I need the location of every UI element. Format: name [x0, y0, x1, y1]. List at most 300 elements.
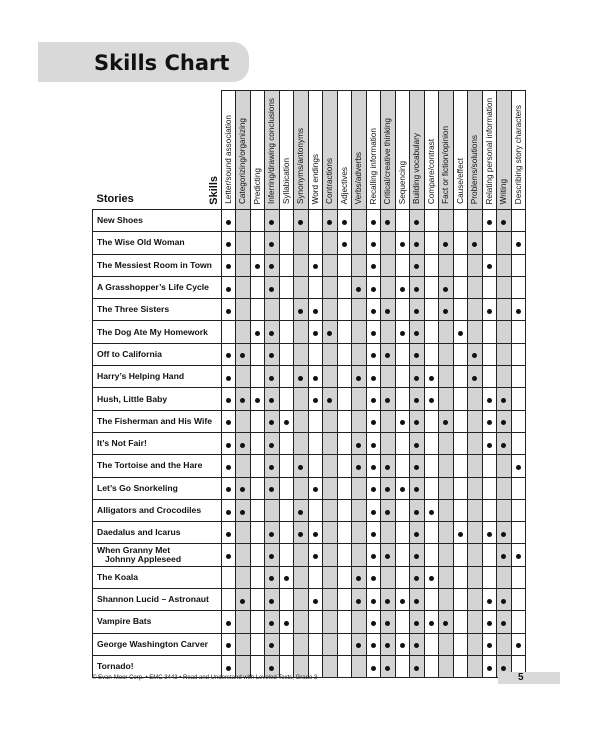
skill-cell [308, 299, 323, 321]
story-title: The Wise Old Woman [93, 232, 222, 254]
skill-header [482, 91, 497, 210]
skill-cell [439, 276, 454, 298]
skill-label: Describing story characters [513, 104, 523, 204]
skill-cell [468, 522, 483, 544]
bullet-mark [371, 242, 376, 247]
skill-cell [410, 232, 425, 254]
skill-cell [221, 410, 236, 432]
bullet-mark [501, 621, 506, 626]
skill-cell [381, 477, 396, 499]
skill-cell [424, 366, 439, 388]
skill-cell [453, 633, 468, 655]
skill-label: Fact or fiction/opinion [441, 126, 451, 204]
skill-cell [250, 633, 265, 655]
bullet-mark [356, 465, 361, 470]
skill-cell [453, 388, 468, 410]
skill-cell [381, 343, 396, 365]
skill-cell [323, 566, 338, 588]
skill-cell [294, 477, 309, 499]
skill-header [221, 91, 236, 210]
skill-cell [250, 589, 265, 611]
bullet-mark [269, 398, 274, 403]
skill-cell [439, 343, 454, 365]
skill-cell [236, 254, 251, 276]
skill-cell [308, 477, 323, 499]
skill-cell [250, 388, 265, 410]
bullet-mark [414, 242, 419, 247]
title-banner [38, 42, 249, 82]
skill-cell [337, 232, 352, 254]
skill-cell [468, 232, 483, 254]
skill-cell [381, 366, 396, 388]
bullet-mark [226, 420, 231, 425]
bullet-mark [487, 443, 492, 448]
bullet-mark [298, 309, 303, 314]
bullet-mark [226, 643, 231, 648]
bullet-mark [371, 554, 376, 559]
bullet-mark [269, 666, 274, 671]
skill-cell [482, 655, 497, 677]
bullet-mark [226, 242, 231, 247]
skill-cell [410, 455, 425, 477]
skill-cell [511, 276, 526, 298]
bullet-mark [414, 599, 419, 604]
bullet-mark [501, 420, 506, 425]
bullet-mark [400, 487, 405, 492]
skill-cell [511, 455, 526, 477]
story-title: Daedalus and Icarus [93, 522, 222, 544]
skill-cell [308, 544, 323, 566]
skill-cell [482, 633, 497, 655]
skill-cell [279, 589, 294, 611]
skill-cell [366, 544, 381, 566]
skill-cell [410, 410, 425, 432]
skill-cell [511, 432, 526, 454]
skill-cell [337, 410, 352, 432]
skill-cell [395, 455, 410, 477]
skill-cell [439, 410, 454, 432]
skill-cell [250, 477, 265, 499]
skill-cell [482, 210, 497, 232]
bullet-mark [371, 376, 376, 381]
skill-cell [323, 388, 338, 410]
skill-cell [366, 455, 381, 477]
skill-cell [279, 299, 294, 321]
skill-cell [250, 321, 265, 343]
skills-table [92, 90, 526, 678]
skill-cell [352, 210, 367, 232]
bullet-mark [269, 287, 274, 292]
bullet-mark [385, 353, 390, 358]
bullet-mark [385, 599, 390, 604]
skill-cell [323, 544, 338, 566]
skill-cell [453, 254, 468, 276]
skill-cell [265, 566, 280, 588]
skill-cell [294, 254, 309, 276]
skill-cell [250, 432, 265, 454]
bullet-mark [226, 554, 231, 559]
skill-cell [337, 589, 352, 611]
skill-label: Adjectives [339, 166, 349, 204]
bullet-mark [313, 599, 318, 604]
skill-cell [482, 477, 497, 499]
skill-label: Verbs/adverbs [354, 151, 364, 204]
skill-cell [279, 254, 294, 276]
skill-cell [265, 388, 280, 410]
skill-cell [497, 589, 512, 611]
skill-cell [250, 499, 265, 521]
skill-cell [221, 522, 236, 544]
skill-cell [221, 321, 236, 343]
bullet-mark [327, 398, 332, 403]
skill-cell [497, 432, 512, 454]
bullet-mark [385, 487, 390, 492]
skill-cell [511, 522, 526, 544]
skill-cell [352, 276, 367, 298]
bullet-mark [240, 487, 245, 492]
skill-cell [410, 321, 425, 343]
bullet-mark [429, 398, 434, 403]
skill-cell [439, 321, 454, 343]
skill-cell [279, 410, 294, 432]
skill-cell [381, 655, 396, 677]
skill-cell [236, 522, 251, 544]
bullet-mark [313, 487, 318, 492]
skill-cell [381, 232, 396, 254]
skill-cell [366, 232, 381, 254]
table-row [93, 232, 526, 254]
stories-label: Stories [96, 193, 134, 205]
skill-cell [279, 633, 294, 655]
skill-cell [221, 388, 236, 410]
bullet-mark [226, 376, 231, 381]
bullet-mark [226, 666, 231, 671]
skill-cell [265, 455, 280, 477]
skill-cell [279, 276, 294, 298]
skill-cell [279, 432, 294, 454]
skill-cell [468, 210, 483, 232]
skill-cell [482, 589, 497, 611]
skill-cell [366, 499, 381, 521]
bullet-mark [501, 398, 506, 403]
bullet-mark [269, 643, 274, 648]
skill-cell [381, 254, 396, 276]
skill-cell [352, 477, 367, 499]
skill-cell [439, 499, 454, 521]
skill-cell [439, 232, 454, 254]
story-title: Tornado! [93, 655, 222, 677]
skill-cell [236, 477, 251, 499]
skill-cell [265, 276, 280, 298]
skill-cell [294, 299, 309, 321]
skill-cell [366, 276, 381, 298]
skill-cell [221, 432, 236, 454]
skill-cell [337, 432, 352, 454]
skill-cell [497, 611, 512, 633]
skill-cell [221, 611, 236, 633]
bullet-mark [414, 376, 419, 381]
skill-cell [337, 522, 352, 544]
skill-cell [308, 388, 323, 410]
skill-cell [439, 299, 454, 321]
bullet-mark [385, 643, 390, 648]
skill-cell [236, 343, 251, 365]
page-number: 5 [518, 672, 524, 683]
skill-cell [439, 611, 454, 633]
skill-cell [410, 611, 425, 633]
skill-cell [352, 321, 367, 343]
skill-header [410, 91, 425, 210]
bullet-mark [443, 621, 448, 626]
skill-header [439, 91, 454, 210]
skill-cell [468, 254, 483, 276]
skill-cell [381, 276, 396, 298]
skill-cell [366, 589, 381, 611]
skill-cell [221, 343, 236, 365]
skill-cell [453, 343, 468, 365]
skill-cell [424, 321, 439, 343]
skill-cell [236, 633, 251, 655]
skill-cell [279, 343, 294, 365]
skill-cell [352, 611, 367, 633]
skill-cell [250, 210, 265, 232]
skill-cell [511, 589, 526, 611]
skill-cell [294, 522, 309, 544]
skill-cell [308, 589, 323, 611]
skill-cell [511, 254, 526, 276]
bullet-mark [501, 554, 506, 559]
bullet-mark [400, 242, 405, 247]
skill-cell [366, 254, 381, 276]
skill-cell [482, 254, 497, 276]
skill-cell [265, 633, 280, 655]
skill-cell [381, 210, 396, 232]
skill-cell [323, 611, 338, 633]
bullet-mark [371, 487, 376, 492]
skill-cell [424, 276, 439, 298]
skill-cell [366, 366, 381, 388]
skill-cell [337, 499, 352, 521]
bullet-mark [240, 353, 245, 358]
skill-cell [453, 477, 468, 499]
skill-cell [453, 611, 468, 633]
story-title: A Grasshopper’s Life Cycle [93, 276, 222, 298]
skill-header [250, 91, 265, 210]
skill-cell [294, 499, 309, 521]
skill-cell [511, 299, 526, 321]
bullet-mark [414, 443, 419, 448]
skill-cell [352, 566, 367, 588]
skill-cell [468, 499, 483, 521]
skill-cell [337, 566, 352, 588]
bullet-mark [371, 666, 376, 671]
skill-cell [439, 655, 454, 677]
bullet-mark [487, 666, 492, 671]
skill-cell [221, 232, 236, 254]
skill-cell [323, 343, 338, 365]
bullet-mark [414, 398, 419, 403]
skill-cell [395, 321, 410, 343]
skill-cell [468, 366, 483, 388]
bullet-mark [226, 510, 231, 515]
skill-cell [395, 343, 410, 365]
skill-cell [294, 321, 309, 343]
table-row [93, 477, 526, 499]
bullet-mark [487, 220, 492, 225]
skill-cell [381, 410, 396, 432]
skill-cell [279, 544, 294, 566]
table-row [93, 566, 526, 588]
skill-cell [308, 522, 323, 544]
skill-cell [511, 210, 526, 232]
bullet-mark [240, 443, 245, 448]
skill-header [323, 91, 338, 210]
skill-cell [424, 232, 439, 254]
skill-cell [424, 410, 439, 432]
skill-cell [366, 477, 381, 499]
bullet-mark [269, 554, 274, 559]
skill-cell [308, 633, 323, 655]
skill-cell [279, 477, 294, 499]
skills-chart [92, 90, 526, 678]
skill-cell [366, 210, 381, 232]
skill-cell [308, 432, 323, 454]
bullet-mark [501, 443, 506, 448]
story-title: Let’s Go Snorkeling [93, 477, 222, 499]
bullet-mark [269, 220, 274, 225]
skill-cell [250, 343, 265, 365]
corner-header [93, 91, 222, 210]
skill-cell [294, 410, 309, 432]
table-row [93, 544, 526, 566]
bullet-mark [240, 599, 245, 604]
bullet-mark [414, 220, 419, 225]
skill-cell [279, 388, 294, 410]
skill-cell [279, 566, 294, 588]
table-row [93, 589, 526, 611]
bullet-mark [226, 309, 231, 314]
bullet-mark [516, 309, 521, 314]
skill-cell [395, 477, 410, 499]
bullet-mark [414, 287, 419, 292]
skill-cell [439, 477, 454, 499]
skill-cell [236, 589, 251, 611]
bullet-mark [414, 465, 419, 470]
skill-header [279, 91, 294, 210]
bullet-mark [313, 532, 318, 537]
skill-cell [323, 522, 338, 544]
bullet-mark [487, 264, 492, 269]
table-body [93, 210, 526, 678]
skill-cell [511, 388, 526, 410]
skill-cell [294, 276, 309, 298]
skill-cell [395, 388, 410, 410]
skill-header [468, 91, 483, 210]
skill-cell [482, 343, 497, 365]
bullet-mark [371, 331, 376, 336]
skill-cell [410, 210, 425, 232]
skill-cell [439, 566, 454, 588]
page-title: Skills Chart [94, 51, 230, 75]
skill-cell [308, 499, 323, 521]
bullet-mark [298, 532, 303, 537]
skill-cell [468, 388, 483, 410]
skill-cell [366, 633, 381, 655]
story-title: The Three Sisters [93, 299, 222, 321]
skill-cell [395, 611, 410, 633]
skill-cell [265, 589, 280, 611]
skill-cell [352, 232, 367, 254]
bullet-mark [269, 376, 274, 381]
bullet-mark [298, 220, 303, 225]
skill-cell [468, 321, 483, 343]
skill-cell [294, 566, 309, 588]
skill-cell [482, 276, 497, 298]
skill-cell [395, 232, 410, 254]
table-row [93, 410, 526, 432]
bullet-mark [371, 643, 376, 648]
skill-cell [511, 477, 526, 499]
skill-cell [323, 254, 338, 276]
skill-cell [337, 210, 352, 232]
skill-cell [265, 544, 280, 566]
bullet-mark [371, 398, 376, 403]
skill-cell [424, 455, 439, 477]
skill-cell [265, 410, 280, 432]
skill-header [366, 91, 381, 210]
skill-cell [323, 299, 338, 321]
story-title: Vampire Bats [93, 611, 222, 633]
table-row [93, 210, 526, 232]
skill-cell [337, 366, 352, 388]
skill-cell [294, 455, 309, 477]
skill-cell [265, 499, 280, 521]
skill-cell [337, 633, 352, 655]
skill-cell [410, 254, 425, 276]
bullet-mark [371, 264, 376, 269]
skill-cell [366, 522, 381, 544]
skill-cell [424, 432, 439, 454]
table-row [93, 343, 526, 365]
skill-label: Recalling information [368, 127, 378, 204]
skill-cell [497, 254, 512, 276]
bullet-mark [385, 309, 390, 314]
skill-cell [308, 366, 323, 388]
skill-cell [352, 410, 367, 432]
skill-cell [323, 276, 338, 298]
skill-cell [453, 210, 468, 232]
skill-cell [265, 210, 280, 232]
skill-cell [381, 499, 396, 521]
skill-cell [424, 566, 439, 588]
bullet-mark [269, 242, 274, 247]
skill-cell [453, 366, 468, 388]
skill-cell [453, 455, 468, 477]
skill-cell [323, 366, 338, 388]
skill-cell [337, 388, 352, 410]
skill-cell [497, 410, 512, 432]
table-row [93, 388, 526, 410]
skill-header [337, 91, 352, 210]
skill-cell [265, 232, 280, 254]
skill-cell [323, 232, 338, 254]
skill-cell [352, 522, 367, 544]
skill-cell [323, 210, 338, 232]
skill-cell [453, 276, 468, 298]
skill-cell [410, 299, 425, 321]
skill-cell [236, 499, 251, 521]
skill-cell [323, 455, 338, 477]
